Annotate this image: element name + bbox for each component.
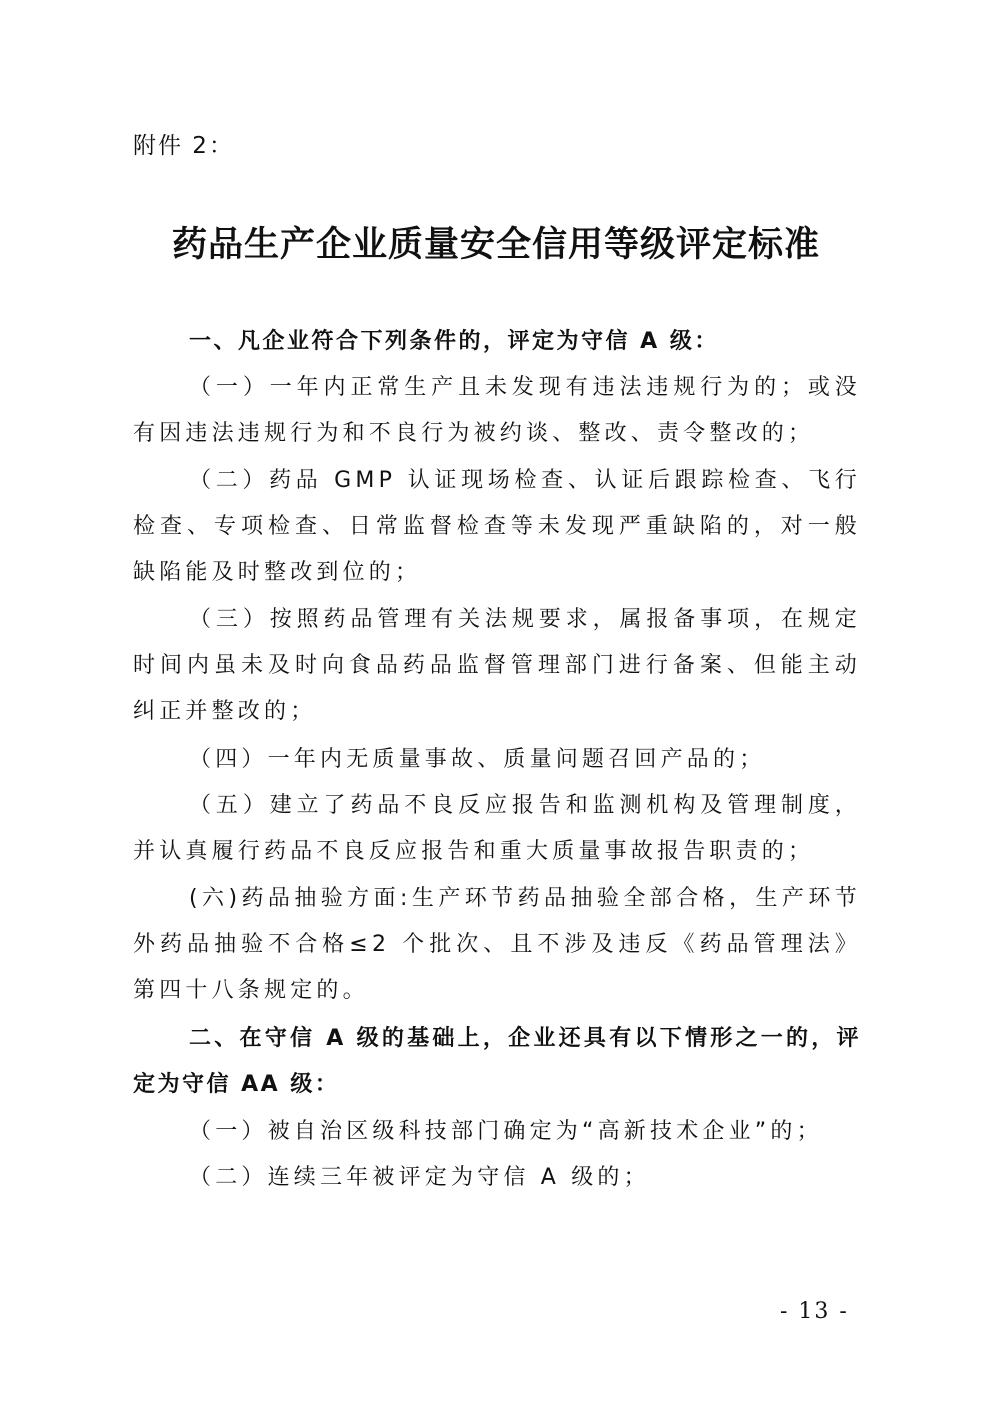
attachment-label: 附件 2： xyxy=(133,133,234,159)
section-1-heading: 一、凡企业符合下列条件的，评定为守信 A 级： xyxy=(189,329,719,354)
section-2-heading: 二、在守信 A 级的基础上，企业还具有以下情形之一的，评定为守信 AA 级： xyxy=(133,1026,861,1097)
document-title: 药品生产企业质量安全信用等级评定标准 xyxy=(171,224,820,265)
page-number: - 13 - xyxy=(780,1299,849,1324)
section-1-item-3: （三）按照药品管理有关法规要求，属报备事项，在规定时间内虽未及时向食品药品监督管理部门进行备案、但能主动纠正并整改的； xyxy=(133,607,861,724)
section-1-item-5: （五）建立了药品不良反应报告和监测机构及管理制度，并认真履行药品不良反应报告和重大质量事故报告职责的； xyxy=(133,793,861,864)
section-1-item-6: (六)药品抽验方面:生产环节药品抽验全部合格，生产环节外药品抽验不合格≤2 个批次、且不涉及违反《药品管理法》第四十八条规定的。 xyxy=(133,886,861,1003)
section-2-item-1: （一）被自治区级科技部门确定为“高新技术企业”的； xyxy=(189,1119,823,1144)
section-1-item-4: （四）一年内无质量事故、质量问题召回产品的； xyxy=(189,747,766,772)
section-1-item-1: （一）一年内正常生产且未发现有违法违规行为的；或没有因违法违规行为和不良行为被约谈、整改、责令整改的； xyxy=(133,375,861,446)
section-1-item-2: （二）药品 GMP 认证现场检查、认证后跟踪检查、飞行检查、专项检查、日常监督检查等未发现严重缺陷的，对一般缺陷能及时整改到位的； xyxy=(133,468,861,585)
section-2-item-2: （二）连续三年被评定为守信 A 级的； xyxy=(189,1165,650,1190)
